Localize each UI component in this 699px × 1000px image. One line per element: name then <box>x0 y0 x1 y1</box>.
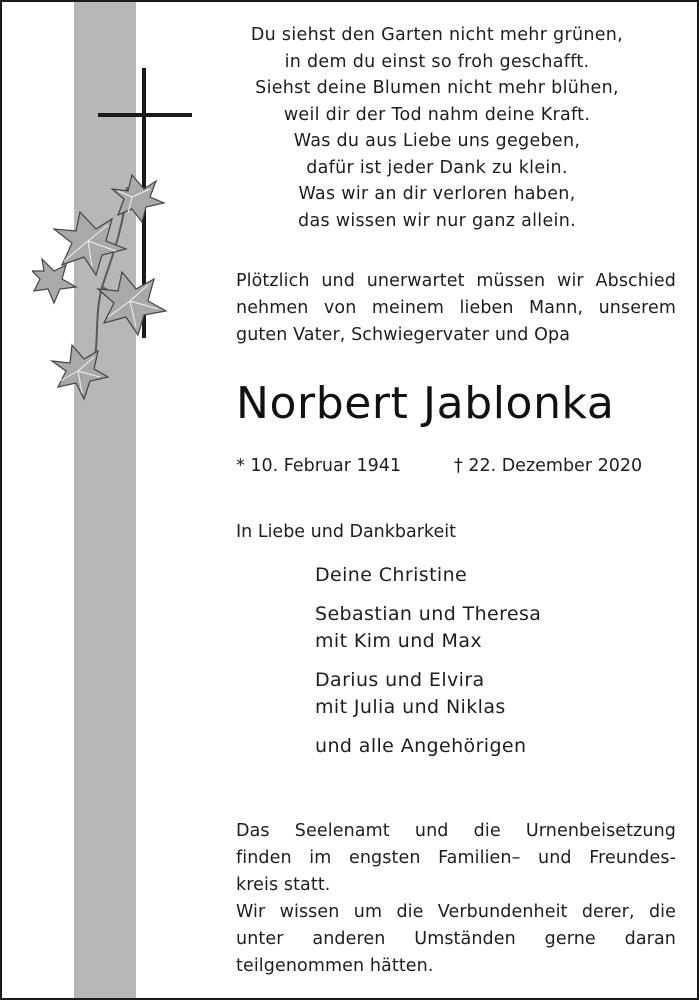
family-member-line: mit Kim und Max <box>315 630 483 652</box>
family-member-line: und alle Angehörigen <box>315 735 527 757</box>
family-member-line: Sebastian und Theresa <box>315 603 542 625</box>
family-group <box>315 562 675 589</box>
family-list <box>315 562 675 772</box>
gray-band-decoration <box>74 2 136 1000</box>
poem-line: Was du aus Liebe uns gegeben, <box>293 131 581 151</box>
poem-line: weil dir der Tod nahm deine Kraft. <box>283 104 591 125</box>
poem-line: das wissen wir nur ganz allein. <box>298 210 576 231</box>
closing-line: unter anderen Umständen gerne daran <box>236 929 676 949</box>
intro-line: guten Vater, Schwiegervater und Opa <box>236 325 571 345</box>
deceased-name: Norbert Jablonka <box>236 378 615 429</box>
poem-line: Siehst deine Blumen nicht mehr blühen, <box>255 78 619 98</box>
closing-line: finden im engsten Familien– und Freundes- <box>236 848 676 868</box>
closing-line: Das Seelenamt und die Urnenbeisetzung <box>236 821 676 841</box>
closing-line: Wir wissen um die Verbundenheit derer, die <box>236 902 676 922</box>
birth-date: * 10. Februar 1941 <box>236 456 401 476</box>
family-group <box>315 733 675 760</box>
intro-line: Plötzlich und unerwartet müssen wir Abschied <box>236 271 676 291</box>
poem <box>207 22 667 234</box>
thanks-line: In Liebe und Dankbarkeit <box>236 522 456 542</box>
poem-line: dafür ist jeder Dank zu klein. <box>306 157 568 178</box>
ivy-leaves-icon <box>32 167 172 412</box>
cross-bar <box>98 113 192 117</box>
intro-text <box>236 268 676 349</box>
death-date: † 22. Dezember 2020 <box>454 456 643 476</box>
family-member-line: Darius und Elvira <box>315 669 485 691</box>
family-member-line: Deine Christine <box>315 564 468 586</box>
closing-line: kreis statt. <box>236 875 331 895</box>
poem-line: Was wir an dir verloren haben, <box>298 184 576 204</box>
family-member-line: mit Julia und Niklas <box>315 696 506 718</box>
family-group <box>315 667 675 721</box>
closing-text <box>236 818 676 980</box>
family-group <box>315 601 675 655</box>
intro-line: nehmen von meinem lieben Mann, unserem <box>236 298 676 318</box>
closing-line: teilgenommen hätten. <box>236 956 434 976</box>
poem-line: Du siehst den Garten nicht mehr grünen, <box>250 25 624 45</box>
poem-line: in dem du einst so froh geschafft. <box>284 51 590 72</box>
